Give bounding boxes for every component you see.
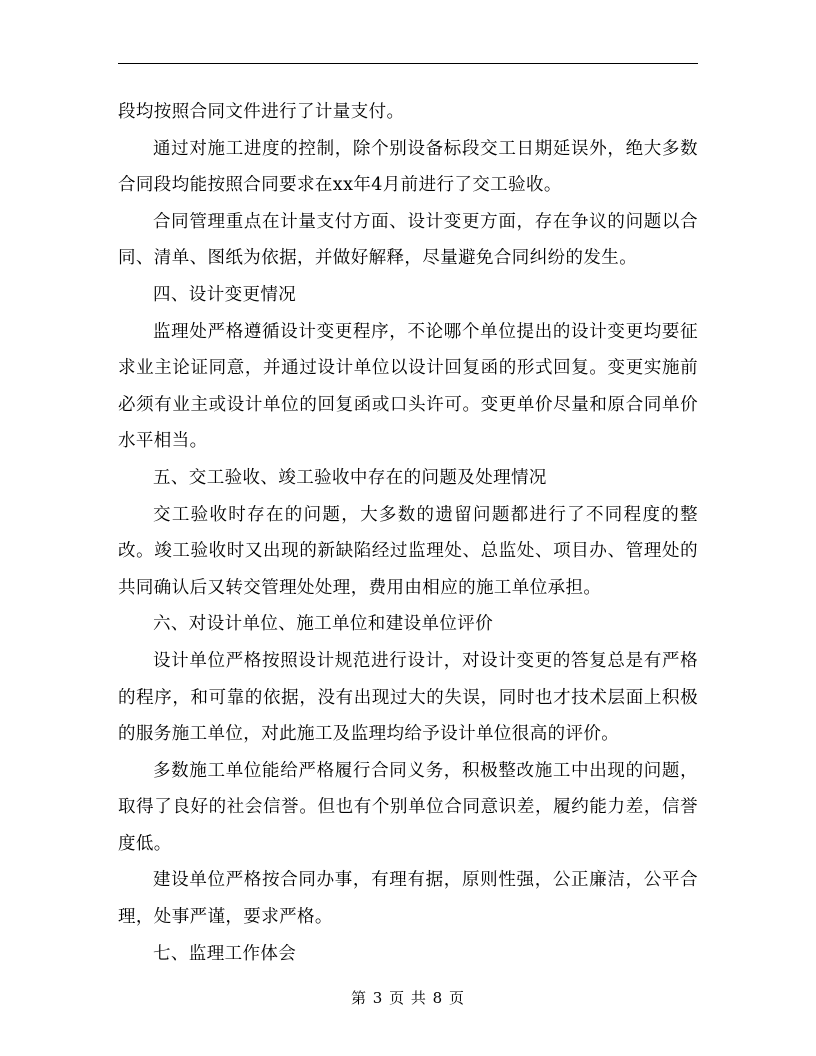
section-heading-acceptance-issues: 五、交工验收、竣工验收中存在的问题及处理情况 [153, 467, 547, 488]
document-body [118, 94, 698, 972]
section-heading-design-change: 四、设计变更情况 [153, 284, 297, 305]
page-number-footer: 第 3 页 共 8 页 [351, 989, 465, 1007]
section-heading-unit-evaluation: 六、对设计单位、施工单位和建设单位评价 [153, 614, 494, 635]
paragraph-continuation: 段均按照合同文件进行了计量支付。 [118, 102, 405, 122]
paragraph-contract-management: 合同管理重点在计量支付方面、设计变更方面，存在争议的问题以合同、清单、图纸为依据，并做好解释，尽量避免合同纠纷的发生。 [118, 211, 698, 269]
section-heading-supervision-experience: 七、监理工作体会 [153, 943, 297, 964]
paragraph-acceptance-issues: 交工验收时存在的问题，大多数的遗留问题都进行了不同程度的整改。竣工验收时又出现的新缺陷经过监理处、总监处、项目办、管理处的共同确认后又转交管理处处理，费用由相应的施工单位承担。 [118, 504, 698, 598]
paragraph-design-unit-evaluation: 设计单位严格按照设计规范进行设计，对设计变更的答复总是有严格的程序，和可靠的依据，没有出现过大的失误，同时也才技术层面上积极的服务施工单位，对此施工及监理均给予设计单位很高的评价。 [118, 650, 698, 745]
paragraph-progress-control: 通过对施工进度的控制，除个别设备标段交工日期延误外，绝大多数合同段均能按照合同要求在xx年4月前进行了交工验收。 [118, 138, 698, 196]
paragraph-design-change-procedure: 监理处严格遵循设计变更程序，不论哪个单位提出的设计变更均要征求业主论证同意，并通过设计单位以设计回复函的形式回复。变更实施前必须有业主或设计单位的回复函或口头许可。变更单价尽量和原合同单价水平相当。 [118, 321, 698, 452]
paragraph-client-unit-evaluation: 建设单位严格按合同办事，有理有据，原则性强，公正廉洁，公平合理，处事严谨，要求严格。 [118, 870, 698, 928]
header-rule [118, 63, 698, 64]
paragraph-construction-unit-evaluation: 多数施工单位能给严格履行合同义务，积极整改施工中出现的问题，取得了良好的社会信誉。但也有个别单位合同意识差，履约能力差，信誉度低。 [118, 760, 698, 854]
